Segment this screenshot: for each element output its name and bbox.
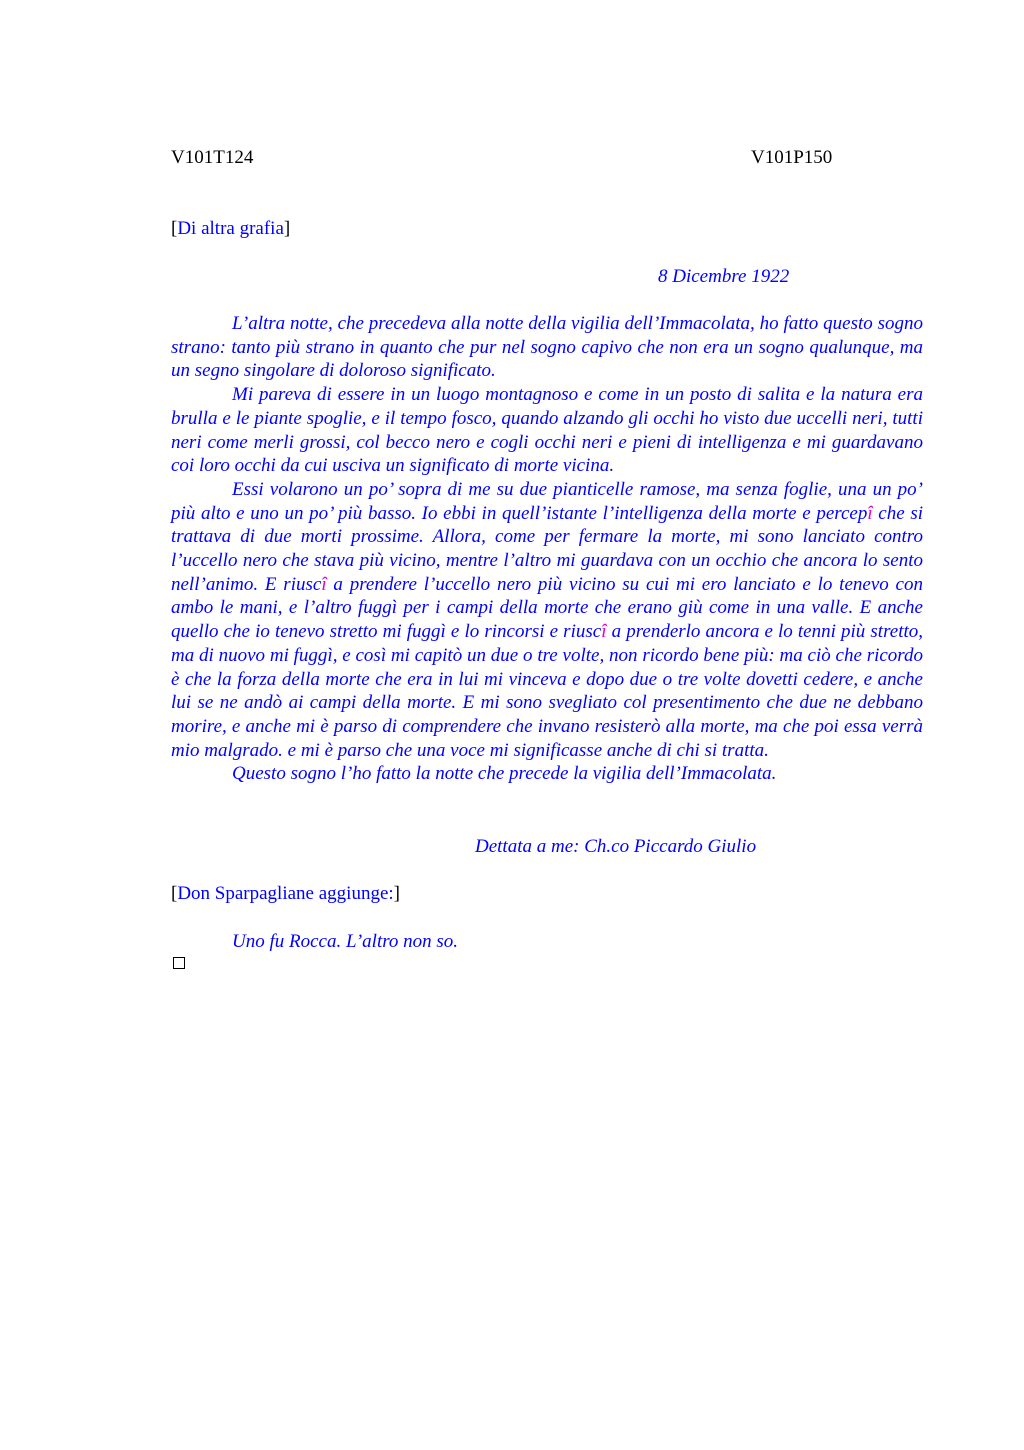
addition-note-text: Don Sparpagliane aggiunge: [177,883,394,904]
paragraph-3-part-c: a prendere l’uccello nero più vicino su cui mi ero lanciato e lo tenevo con ambo le mani, e l’altro fuggì per i campi della morte che erano giù come in una valle. E anche quello che io tenevo stretto mi fuggì e lo rincorsi e riusc [171,573,923,643]
open-bracket: [ [171,218,178,239]
paragraph-3 [171,478,923,762]
right-reference-code: V101P150 [751,147,833,168]
dream-narrative [171,312,923,786]
end-marker-box [173,957,185,969]
left-reference-code: V101T124 [171,147,254,168]
paragraph-3-part-d: a prenderlo ancora e lo tenni più stretto, ma di nuovo mi fuggì, e così mi capitò un due o tre volte, non ricordo bene più: ma ciò che ricordo è che la forza della morte che era in lui mi vinceva e dopo due o tre volte dovetti cedere, e anche lui se ne andò ai campi della morte. E mi sono svegliato col presentimento che due ne debbano morire, e anche mi è parso di comprendere che invano resisterò alla morte, ma che poi essa verrà mio malgrado. e mi è parso che una voce mi significasse anche di chi si tratta. [171,621,924,761]
signature-line: Dettata a me: Ch.co Piccardo Giulio [475,836,757,857]
accent-mark: î [601,621,607,643]
document-page [171,0,931,1450]
open-bracket: [ [171,883,178,904]
paragraph-3-part-b: che si trattava di due morti prossime. Allora, come per fermare la morte, mi sono lanciato contro l’uccello nero che stava più vicino, mentre l’altro mi guardava con un occhio che ancora lo sento nell’animo. E riusc [171,502,924,595]
other-hand-note-text: Di altra grafia [177,218,284,239]
paragraph-3-part-a: Essi volarono un po’ sopra di me su due pianticelle ramose, ma senza foglie, una un po’ più alto e uno un po’ più basso. Io ebbi in quell’istante l’intelligenza della morte e percep [171,478,923,524]
paragraph-4: Questo sogno l’ho fatto la notte che precede la vigilia dell’Immacolata. [232,763,777,785]
accent-mark: î [867,502,873,524]
close-bracket: ] [283,218,291,239]
addition-note [171,882,400,906]
accent-mark: î [321,573,327,595]
other-hand-note [171,217,290,241]
closing-remark: Uno fu Rocca. L’altro non so. [232,931,459,952]
close-bracket: ] [393,883,400,904]
paragraph-2: Mi pareva di essere in un luogo montagnoso e come in un posto di salita e la natura era brulla e le piante spoglie, e il tempo fosco, quando alzando gli occhi ho visto due uccelli neri, tutti neri come merli grossi, col becco nero e cogli occhi neri e pieni di intelligenza e mi guardavano coi loro occhi da cui usciva un significato di morte vicina. [171,384,923,477]
paragraph-1: L’altra notte, che precedeva alla notte della vigilia dell’Immacolata, ho fatto questo sogno strano: tanto più strano in quanto che pur nel sogno capivo che non era un sogno qualunque, ma un segno singolare di doloroso significato. [171,313,923,382]
letter-date: 8 Dicembre 1922 [658,266,790,287]
